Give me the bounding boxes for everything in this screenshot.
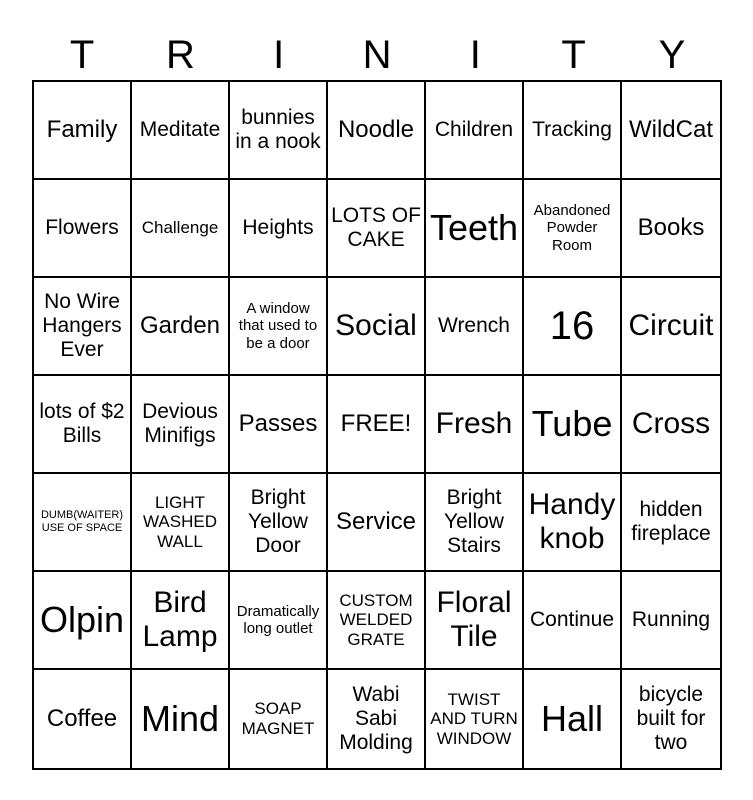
bingo-cell[interactable]: TWIST AND TURN WINDOW (426, 670, 524, 768)
bingo-cell[interactable]: Tracking (524, 82, 622, 180)
bingo-cell[interactable]: LIGHT WASHED WALL (132, 474, 230, 572)
bingo-cell[interactable]: bunnies in a nook (230, 82, 328, 180)
bingo-board (32, 80, 722, 770)
bingo-cell[interactable]: Floral Tile (426, 572, 524, 670)
bingo-cell[interactable]: Books (622, 180, 720, 278)
bingo-cell[interactable]: Devious Minifigs (132, 376, 230, 474)
bingo-cell[interactable]: LOTS OF CAKE (328, 180, 426, 278)
bingo-cell[interactable]: Children (426, 82, 524, 180)
bingo-cell[interactable]: Abandoned Powder Room (524, 180, 622, 278)
bingo-cell[interactable]: Circuit (622, 278, 720, 376)
header-letter: I (273, 33, 285, 77)
bingo-cell free-space[interactable]: FREE! (328, 376, 426, 474)
header-letter: T (69, 33, 95, 77)
bingo-cell[interactable]: hidden fireplace (622, 474, 720, 572)
bingo-cell[interactable]: WildCat (622, 82, 720, 180)
bingo-cell[interactable]: DUMB(WAITER) USE OF SPACE (34, 474, 132, 572)
bingo-cell[interactable]: Handy knob (524, 474, 622, 572)
bingo-cell[interactable]: No Wire Hangers Ever (34, 278, 132, 376)
bingo-cell[interactable]: Hall (524, 670, 622, 768)
bingo-cell[interactable]: Passes (230, 376, 328, 474)
bingo-cell[interactable]: Meditate (132, 82, 230, 180)
bingo-cell[interactable]: A window that used to be a door (230, 278, 328, 376)
bingo-cell[interactable]: Wabi Sabi Molding (328, 670, 426, 768)
header-letter: N (362, 33, 392, 77)
bingo-header (33, 30, 721, 80)
header-letter: Y (658, 33, 686, 77)
bingo-cell[interactable]: Coffee (34, 670, 132, 768)
bingo-cell[interactable]: Teeth (426, 180, 524, 278)
bingo-cell[interactable]: Mind (132, 670, 230, 768)
bingo-cell[interactable]: Garden (132, 278, 230, 376)
bingo-cell[interactable]: Tube (524, 376, 622, 474)
bingo-cell[interactable]: Continue (524, 572, 622, 670)
bingo-cell[interactable]: Family (34, 82, 132, 180)
header-letter: R (166, 33, 195, 77)
bingo-cell[interactable]: CUSTOM WELDED GRATE (328, 572, 426, 670)
bingo-cell[interactable]: Olpin (34, 572, 132, 670)
bingo-cell[interactable]: Heights (230, 180, 328, 278)
bingo-cell[interactable]: Challenge (132, 180, 230, 278)
bingo-cell[interactable]: lots of $2 Bills (34, 376, 132, 474)
bingo-cell[interactable]: Service (328, 474, 426, 572)
bingo-cell[interactable]: Running (622, 572, 720, 670)
bingo-cell[interactable]: Fresh (426, 376, 524, 474)
bingo-cell[interactable]: Bird Lamp (132, 572, 230, 670)
bingo-cell[interactable]: SOAP MAGNET (230, 670, 328, 768)
bingo-cell[interactable]: Dramatically long outlet (230, 572, 328, 670)
bingo-cell[interactable]: Noodle (328, 82, 426, 180)
bingo-cell[interactable]: 16 (524, 278, 622, 376)
bingo-cell[interactable]: Bright Yellow Door (230, 474, 328, 572)
header-letter: T (561, 33, 586, 77)
bingo-cell[interactable]: Social (328, 278, 426, 376)
bingo-cell[interactable]: Bright Yellow Stairs (426, 474, 524, 572)
bingo-cell[interactable]: Flowers (34, 180, 132, 278)
bingo-cell[interactable]: bicycle built for two (636, 682, 706, 755)
bingo-cell[interactable]: Wrench (426, 278, 524, 376)
header-letter: I (469, 33, 481, 77)
bingo-cell[interactable]: Cross (622, 376, 720, 474)
